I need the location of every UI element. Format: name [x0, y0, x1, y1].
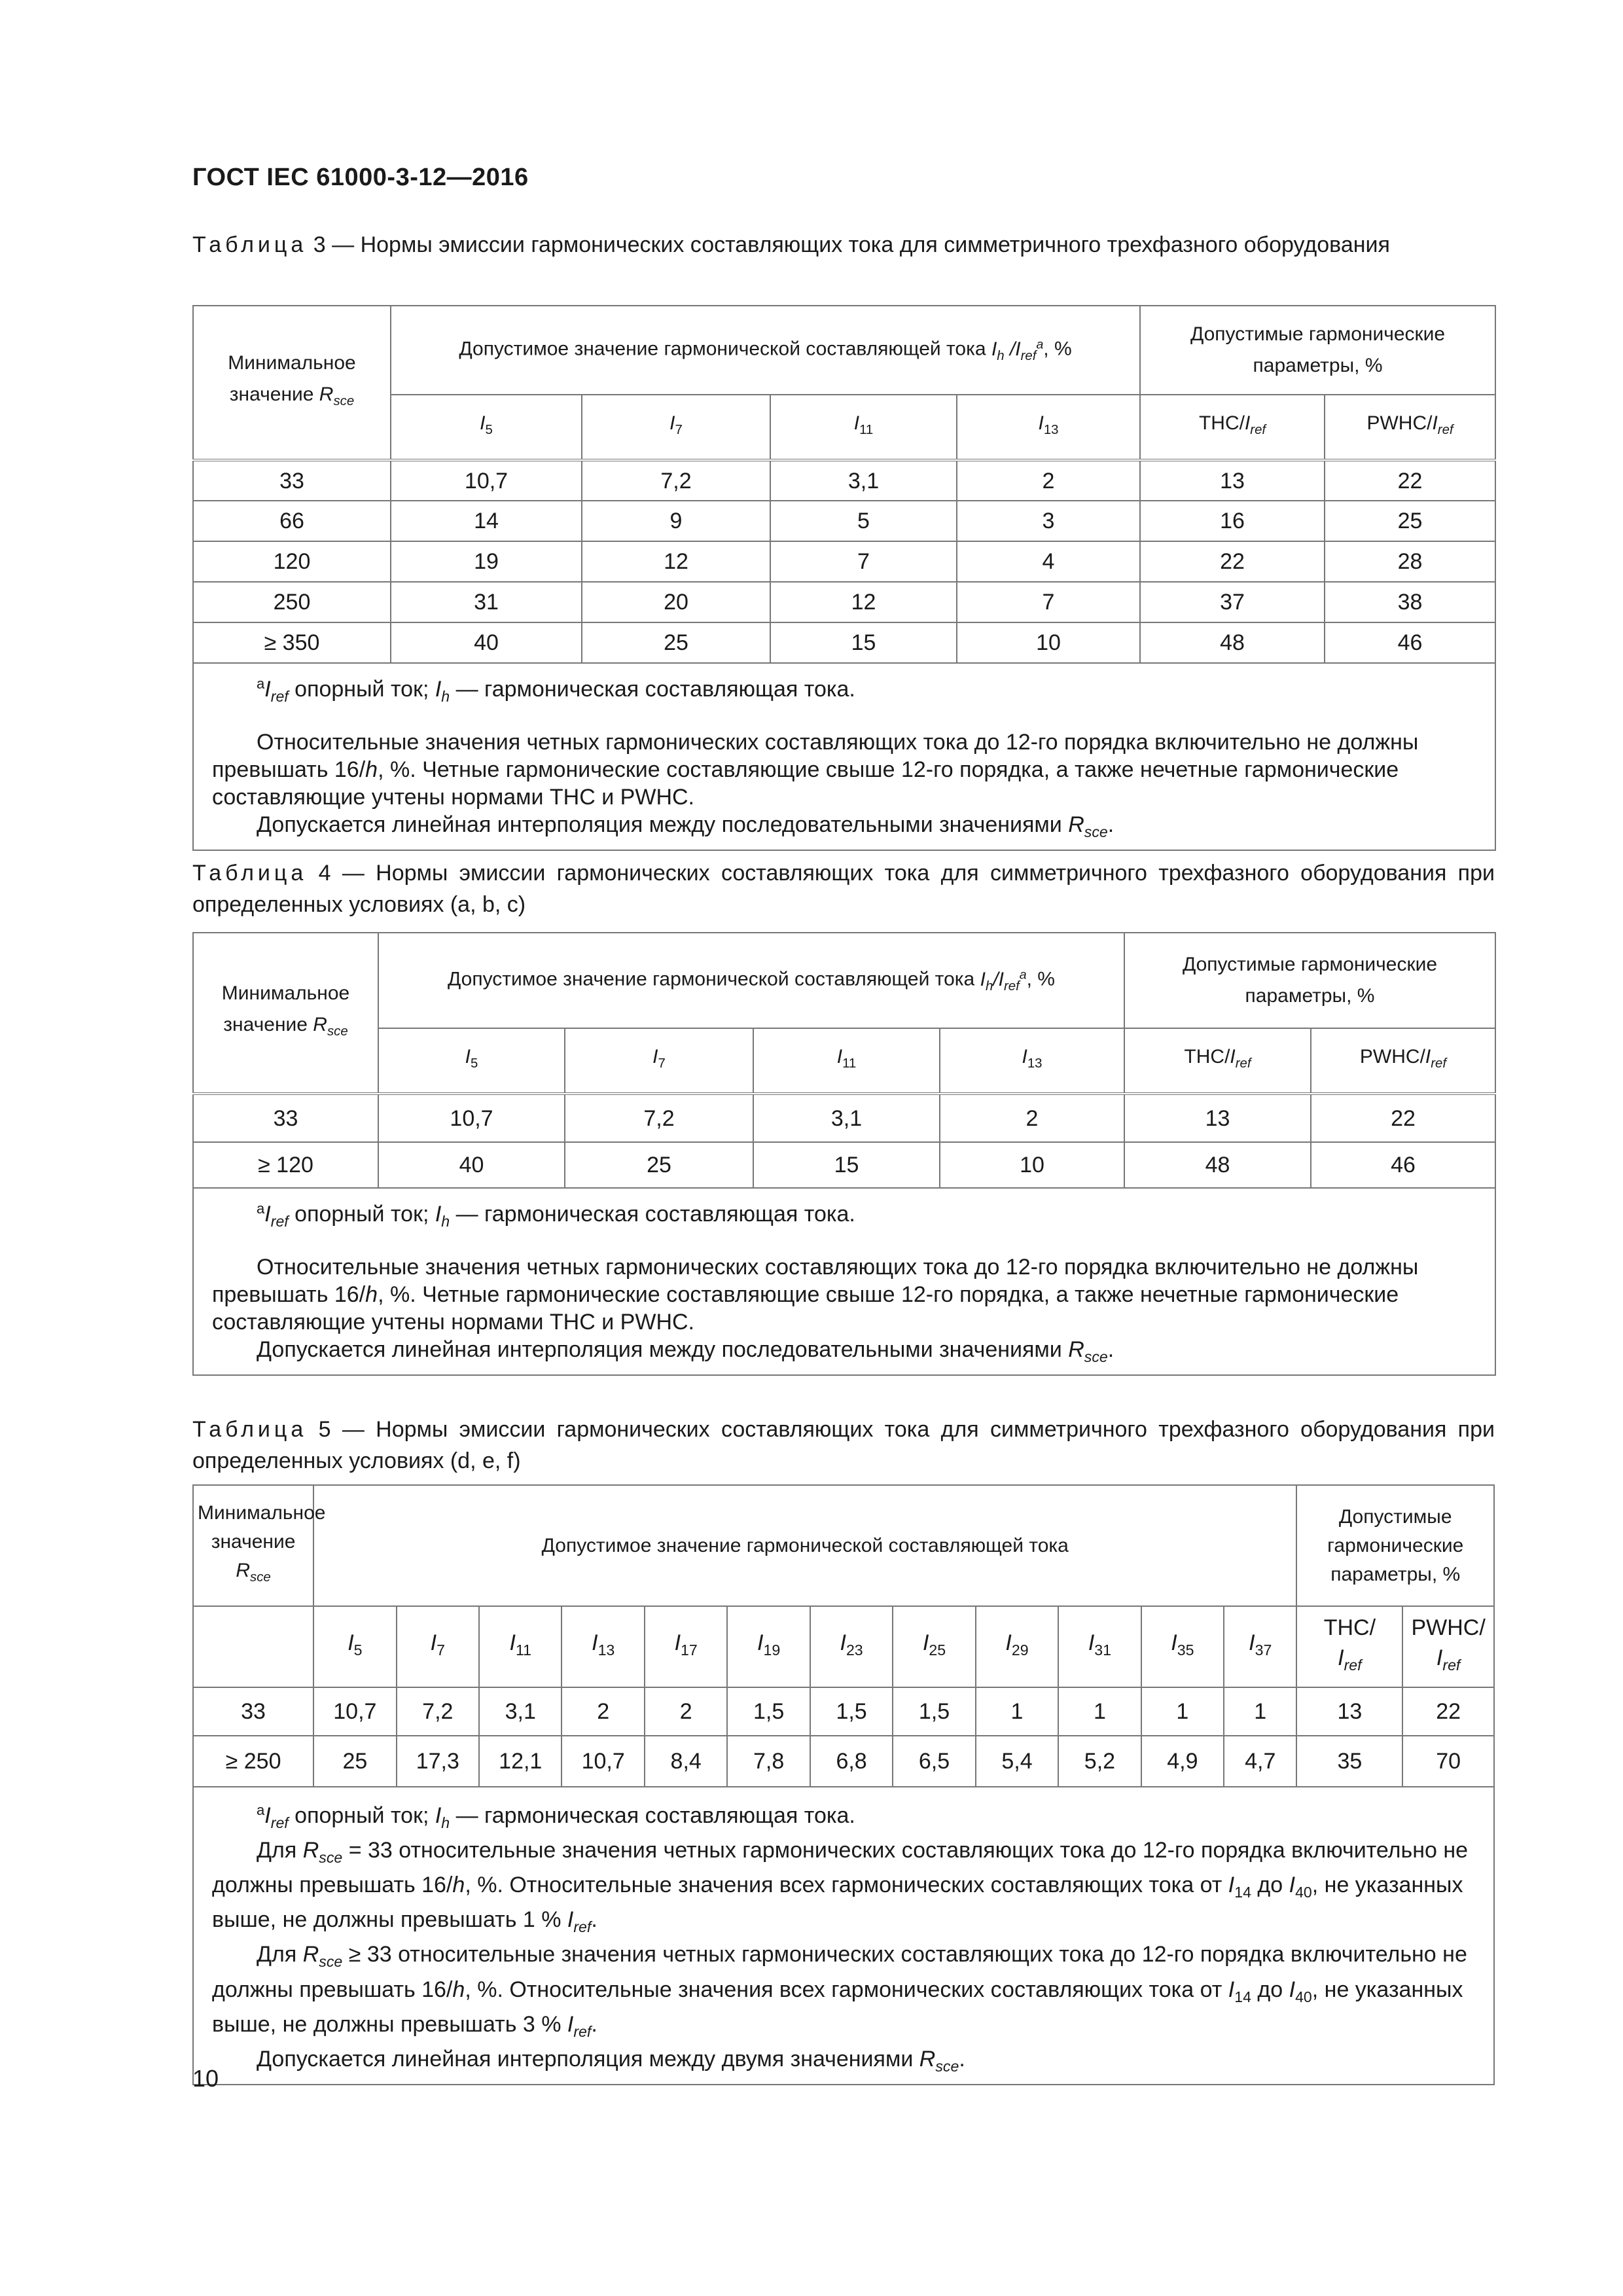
- ref-legend: $^aI_{ref}$ опорный ток; $I_h$ — гармоническая составляющая тока.: [257, 1802, 855, 1832]
- rsce-cell: 33: [193, 460, 391, 501]
- value-cell: 7,2: [582, 460, 770, 501]
- value-cell: 10,7: [378, 1094, 565, 1142]
- value-cell: 22: [1140, 541, 1325, 582]
- value-cell: 10,7: [562, 1736, 644, 1787]
- table3: [192, 305, 1496, 851]
- value-cell: 10: [940, 1142, 1124, 1188]
- value-cell: 3,1: [753, 1094, 940, 1142]
- col-i7: $I_7$: [565, 1028, 753, 1094]
- interpolation-note: Допускается линейная интерполяция между двумя значениями $R_{sce}$.: [257, 2046, 965, 2075]
- ref-legend: $^aI_{ref}$ опорный ток; $I_h$ — гармоническая составляющая тока.: [257, 1200, 855, 1230]
- table-row: [193, 460, 1495, 501]
- table3-notes: [193, 663, 1495, 850]
- rsce-cell: ≥ 350: [193, 622, 391, 663]
- col-i11: $I_{11}$: [753, 1028, 940, 1094]
- rsce33-note: Для $R_{sce} = 33$ относительные значения четных гармонических составляющих тока до 12-го порядка включительно не должны превышать 16/h, %. Относительные значения всех гармонических составляющих тока от $I_{14}$ до $I_{40}$, не указанных выше, не должны превышать 1 % $I_{ref}$.: [212, 1838, 1469, 1936]
- value-cell: 7,2: [397, 1687, 479, 1736]
- table4-permissible-header: Допустимое значение гармонической составляющей тока $I_h/I_{ref}^a$, %: [378, 933, 1124, 1028]
- table5-caption-text: 5 — Нормы эмиссии гармонических составляющих тока для симметричного трехфазного оборудования при определенных условиях (d, e, f): [192, 1417, 1495, 1473]
- col-harmonic-order: $I_5$: [313, 1606, 396, 1687]
- value-cell: 48: [1140, 622, 1325, 663]
- table4-params-header: Допустимые гармонические параметры, %: [1124, 933, 1495, 1028]
- table-row: [193, 1736, 1494, 1787]
- value-cell: 22: [1311, 1094, 1495, 1142]
- even-harmonics-note: Относительные значения четных гармонических составляющих тока до 12-го порядка включительно не должны превышать 16/h, %. Четные гармонические составляющие свыше 12-го порядка, а также нечетные гармонические составляющие учтены нормами THC и PWHC.: [212, 1255, 1419, 1335]
- value-cell: 3,1: [770, 460, 957, 501]
- value-cell: 25: [565, 1142, 753, 1188]
- value-cell: 10,7: [313, 1687, 396, 1736]
- value-cell: 10,7: [391, 460, 582, 501]
- col-harmonic-order: $I_{23}$: [810, 1606, 893, 1687]
- rsce-cell: 33: [193, 1094, 378, 1142]
- permissible-header-text: Допустимое значение гармонической составляющей тока: [459, 338, 986, 360]
- value-cell: 70: [1402, 1736, 1494, 1787]
- table3-caption-word: Таблица: [192, 232, 308, 257]
- table4-notes: [193, 1188, 1495, 1375]
- col-thc: THC/ $I_{ref}$: [1296, 1606, 1402, 1687]
- col-harmonic-order: $I_{37}$: [1224, 1606, 1296, 1687]
- value-cell: 22: [1402, 1687, 1494, 1736]
- value-cell: 28: [1325, 541, 1495, 582]
- value-cell: 25: [582, 622, 770, 663]
- value-cell: 12: [582, 541, 770, 582]
- rsce-cell: 66: [193, 501, 391, 541]
- table4-caption-text: 4 — Нормы эмиссии гармонических составляющих тока для симметричного трехфазного оборудования при определенных условиях (a, b, c): [192, 861, 1495, 917]
- table-row: [193, 1687, 1494, 1736]
- col-i5: $I_5$: [391, 395, 582, 460]
- value-cell: 1,5: [727, 1687, 810, 1736]
- value-cell: 4: [957, 541, 1140, 582]
- col-pwhc: PWHC/$I_{ref}$: [1325, 395, 1495, 460]
- table4-caption-word: Таблица: [192, 861, 308, 886]
- value-cell: 40: [378, 1142, 565, 1188]
- table5-params-header: Допустимые гармонические параметры, %: [1296, 1485, 1494, 1606]
- value-cell: 5: [770, 501, 957, 541]
- value-cell: 31: [391, 582, 582, 622]
- value-cell: 5,2: [1058, 1736, 1141, 1787]
- value-cell: 20: [582, 582, 770, 622]
- value-cell: 13: [1296, 1687, 1402, 1736]
- empty-cell: [193, 1606, 313, 1687]
- min-value-label: Минимальное значение: [221, 982, 350, 1036]
- value-cell: 7: [770, 541, 957, 582]
- value-cell: 9: [582, 501, 770, 541]
- value-cell: 1: [1058, 1687, 1141, 1736]
- min-value-label: Минимальное значение: [198, 1502, 326, 1553]
- value-cell: 6,8: [810, 1736, 893, 1787]
- rsce-cell: 120: [193, 541, 391, 582]
- col-harmonic-order: $I_{11}$: [479, 1606, 562, 1687]
- table-row: [193, 541, 1495, 582]
- col-harmonic-order: $I_{17}$: [645, 1606, 727, 1687]
- table-row: [193, 1142, 1495, 1188]
- col-harmonic-order: $I_{13}$: [562, 1606, 644, 1687]
- ratio-symbol: $I_h/I_{ref}^a$: [980, 967, 1027, 994]
- value-cell: 25: [313, 1736, 396, 1787]
- col-harmonic-order: $I_{31}$: [1058, 1606, 1141, 1687]
- value-cell: 2: [957, 460, 1140, 501]
- value-cell: 12,1: [479, 1736, 562, 1787]
- rsce-symbol: $R_{sce}$: [313, 1014, 348, 1039]
- even-harmonics-note: Относительные значения четных гармонических составляющих тока до 12-го порядка включительно не должны превышать 16/h, %. Четные гармонические составляющие свыше 12-го порядка, а также нечетные гармонические составляющие учтены нормами THC и PWHC.: [212, 730, 1419, 810]
- page-header: ГОСТ IEC 61000-3-12—2016: [192, 164, 529, 191]
- page-number: 10: [192, 2065, 219, 2092]
- value-cell: 1: [1141, 1687, 1224, 1736]
- table5-notes: [193, 1787, 1494, 2085]
- ref-legend: $^aI_{ref}$ опорный ток; $I_h$ — гармоническая составляющая тока.: [257, 675, 855, 706]
- table4: [192, 932, 1496, 1376]
- interpolation-note: Допускается линейная интерполяция между последовательными значениями $R_{sce}$.: [257, 812, 1115, 841]
- col-thc: THC/$I_{ref}$: [1140, 395, 1325, 460]
- table-row: [193, 582, 1495, 622]
- col-harmonic-order: $I_7$: [397, 1606, 479, 1687]
- col-harmonic-order: $I_{25}$: [893, 1606, 975, 1687]
- value-cell: 3: [957, 501, 1140, 541]
- value-cell: 2: [940, 1094, 1124, 1142]
- value-cell: 5,4: [976, 1736, 1058, 1787]
- permissible-header-text: Допустимое значение гармонической составляющей тока: [448, 968, 975, 990]
- value-cell: 1: [1224, 1687, 1296, 1736]
- value-cell: 7,8: [727, 1736, 810, 1787]
- rsce-cell: ≥ 250: [193, 1736, 313, 1787]
- value-cell: 38: [1325, 582, 1495, 622]
- value-cell: 17,3: [397, 1736, 479, 1787]
- col-harmonic-order: $I_{19}$: [727, 1606, 810, 1687]
- value-cell: 46: [1325, 622, 1495, 663]
- value-cell: 22: [1325, 460, 1495, 501]
- col-i13: $I_{13}$: [940, 1028, 1124, 1094]
- value-cell: 2: [562, 1687, 644, 1736]
- col-i7: $I_7$: [582, 395, 770, 460]
- table4-caption: [192, 857, 1495, 920]
- value-cell: 19: [391, 541, 582, 582]
- table4-min-value-header: [193, 933, 378, 1094]
- value-cell: 15: [770, 622, 957, 663]
- table3-caption-text: 3 — Нормы эмиссии гармонических составляющих тока для симметричного трехфазного оборудования: [313, 232, 1390, 257]
- value-cell: 40: [391, 622, 582, 663]
- table3-min-value-header: [193, 306, 391, 460]
- value-cell: 14: [391, 501, 582, 541]
- value-cell: 1,5: [810, 1687, 893, 1736]
- value-cell: 4,9: [1141, 1736, 1224, 1787]
- value-cell: 3,1: [479, 1687, 562, 1736]
- value-cell: 7: [957, 582, 1140, 622]
- value-cell: 12: [770, 582, 957, 622]
- rsce-symbol: $R_{sce}$: [319, 384, 355, 409]
- table3-permissible-header: Допустимое значение гармонической составляющей тока $I_h$ $/I_{ref}^a$, %: [391, 306, 1140, 395]
- table-row: [193, 1094, 1495, 1142]
- value-cell: 10: [957, 622, 1140, 663]
- col-i13: $I_{13}$: [957, 395, 1140, 460]
- value-cell: 46: [1311, 1142, 1495, 1188]
- value-cell: 1,5: [893, 1687, 975, 1736]
- value-cell: 4,7: [1224, 1736, 1296, 1787]
- table5-caption: [192, 1414, 1495, 1477]
- interpolation-note: Допускается линейная интерполяция между последовательными значениями $R_{sce}$.: [257, 1337, 1115, 1366]
- rsce-cell: ≥ 120: [193, 1142, 378, 1188]
- table5-caption-word: Таблица: [192, 1417, 308, 1442]
- rsce-symbol: $R_{sce}$: [236, 1560, 271, 1585]
- rsce-cell: 33: [193, 1687, 313, 1736]
- table3-caption: [192, 229, 1495, 260]
- rsce-ge33-note: Для $R_{sce} \ge 33$ относительные значения четных гармонических составляющих тока до 12-го порядка включительно не должны превышать 16/h, %. Относительные значения всех гармонических составляющих тока от $I_{14}$ до $I_{40}$, не указанных выше, не должны превышать 3 % $I_{ref}$.: [212, 1942, 1467, 2040]
- col-pwhc: PWHC/ $I_{ref}$: [1402, 1606, 1494, 1687]
- value-cell: 25: [1325, 501, 1495, 541]
- col-thc: THC/$I_{ref}$: [1124, 1028, 1311, 1094]
- value-cell: 6,5: [893, 1736, 975, 1787]
- col-pwhc: PWHC/$I_{ref}$: [1311, 1028, 1495, 1094]
- value-cell: 35: [1296, 1736, 1402, 1787]
- table5: [192, 1484, 1495, 2085]
- col-harmonic-order: $I_{29}$: [976, 1606, 1058, 1687]
- value-cell: 16: [1140, 501, 1325, 541]
- value-cell: 7,2: [565, 1094, 753, 1142]
- col-i5: $I_5$: [378, 1028, 565, 1094]
- value-cell: 15: [753, 1142, 940, 1188]
- rsce-cell: 250: [193, 582, 391, 622]
- value-cell: 1: [976, 1687, 1058, 1736]
- value-cell: 48: [1124, 1142, 1311, 1188]
- min-value-label: Минимальное значение: [228, 352, 356, 406]
- table3-params-header: Допустимые гармонические параметры, %: [1140, 306, 1495, 395]
- value-cell: 8,4: [645, 1736, 727, 1787]
- value-cell: 13: [1140, 460, 1325, 501]
- value-cell: 37: [1140, 582, 1325, 622]
- table5-permissible-header: Допустимое значение гармонической составляющей тока: [313, 1485, 1296, 1606]
- value-cell: 2: [645, 1687, 727, 1736]
- value-cell: 13: [1124, 1094, 1311, 1142]
- ratio-symbol: $I_h$ $/I_{ref}^a$: [991, 337, 1044, 363]
- col-harmonic-order: $I_{35}$: [1141, 1606, 1224, 1687]
- table-row: [193, 501, 1495, 541]
- table-row: [193, 622, 1495, 663]
- col-i11: $I_{11}$: [770, 395, 957, 460]
- table5-min-value-header: [193, 1485, 326, 1606]
